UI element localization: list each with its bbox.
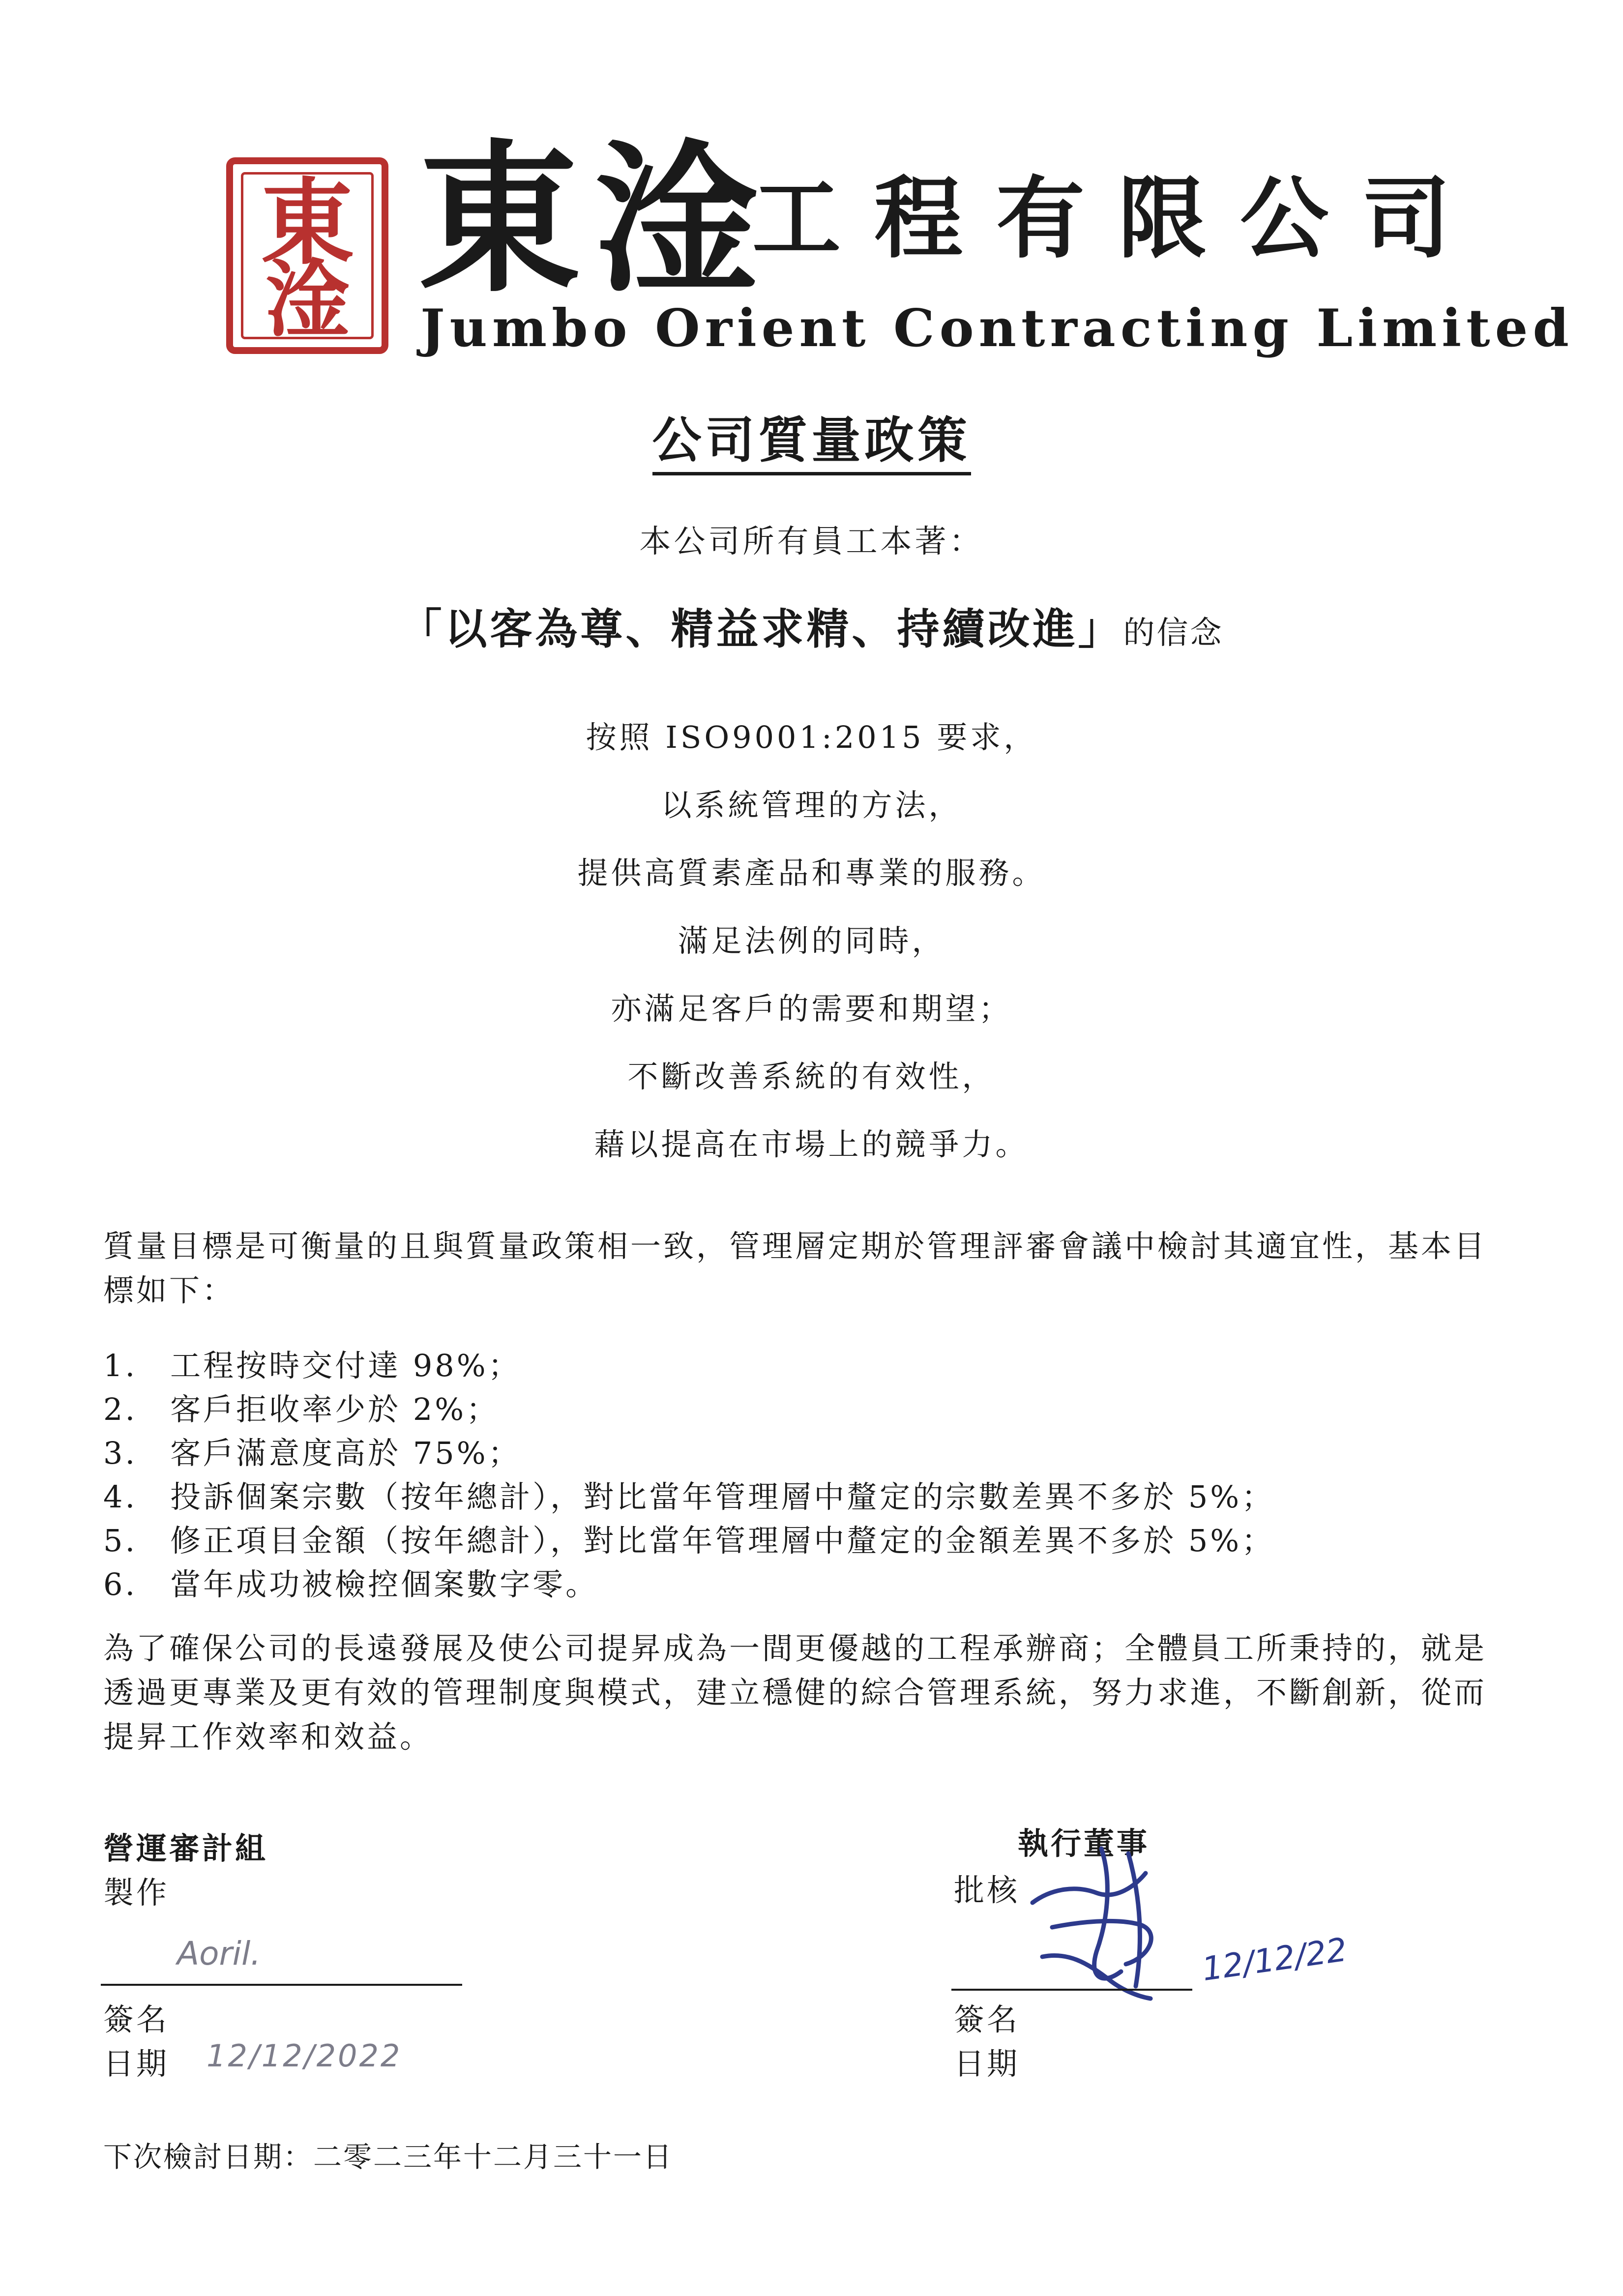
objective-item: 3. 客戶滿意度高於 75%； [103, 1435, 521, 1471]
objective-item: 6. 當年成功被檢控個案數字零。 [103, 1566, 599, 1602]
objectives-intro: 質量目標是可衡量的且與質量政策相一致，管理層定期於管理評審會議中檢討其適宜性，基本目標如下： [103, 1228, 1487, 1308]
left-date-label: 日期 [103, 2046, 170, 2082]
left-handwritten-date: 12/12/2022 [207, 2038, 402, 2074]
objective-item: 2. 客戶拒收率少於 2%； [103, 1391, 500, 1427]
next-review-date: 下次檢討日期：二零二三年十二月三十一日 [103, 2140, 674, 2174]
objective-item: 4. 投訴個案宗數（按年總計），對比當年管理層中釐定的宗數差異不多於 5%； [103, 1479, 1275, 1515]
policy-line: 以系統管理的方法， [661, 787, 962, 823]
company-seal-logo [226, 157, 388, 354]
company-name-zh-main: 東淦 [418, 123, 772, 314]
closing-paragraph: 為了確保公司的長遠發展及使公司提昇成為一間更優越的工程承辦商；全體員工所秉持的，就是透過更專業及更有效的管理制度與模式，建立穩健的綜合管理系統，努力求進，不斷創新，從而提昇工作效率和效益。 [103, 1630, 1487, 1755]
policy-line: 亦滿足客戶的需要和期望； [611, 991, 1012, 1027]
policy-line: 藉以提高在市場上的競爭力。 [594, 1126, 1029, 1162]
policy-statement [0, 713, 1623, 1188]
right-signature-line [951, 1989, 1192, 1991]
policy-line: 不斷改善系統的有效性， [627, 1059, 996, 1094]
motto [0, 595, 1623, 656]
left-handwritten-signature: Aoril. [177, 1935, 261, 1972]
right-handwritten-date: 12/12/22 [1200, 1930, 1350, 1989]
document-title-text: 公司質量政策 [652, 411, 971, 475]
motto-quote: 「以客為尊、精益求精、持續改進」 [399, 604, 1123, 654]
seal-char-2: 淦 [265, 250, 349, 349]
policy-line: 提供高質素產品和專業的服務。 [577, 855, 1046, 891]
document-title [0, 401, 1623, 471]
policy-line: 按照 ISO9001:2015 要求， [586, 719, 1037, 755]
right-department: 執行董事 [1018, 1825, 1150, 1861]
right-sign-label: 簽名 [954, 2002, 1020, 2037]
left-sign-label: 簽名 [103, 2002, 170, 2037]
objective-item: 5. 修正項目金額（按年總計），對比當年管理層中釐定的金額差異不多於 5%； [103, 1523, 1275, 1559]
company-name-zh-suffix: 工程有限公司 [752, 167, 1484, 270]
policy-line: 滿足法例的同時， [678, 923, 945, 959]
seal-char-1: 東 [260, 168, 354, 277]
left-department: 營運審計組 [103, 1830, 268, 1866]
left-signature-line [101, 1984, 462, 1986]
left-role: 製作 [103, 1875, 170, 1911]
company-name-en: Jumbo Orient Contracting Limited [420, 297, 1574, 358]
policy-intro: 本公司所有員工本著： [639, 524, 984, 560]
objectives-list [103, 1341, 1509, 1604]
right-date-label: 日期 [954, 2046, 1020, 2082]
right-role: 批核 [954, 1872, 1020, 1908]
motto-suffix: 的信念 [1123, 615, 1224, 651]
objective-item: 1. 工程按時交付達 98%； [103, 1348, 521, 1383]
